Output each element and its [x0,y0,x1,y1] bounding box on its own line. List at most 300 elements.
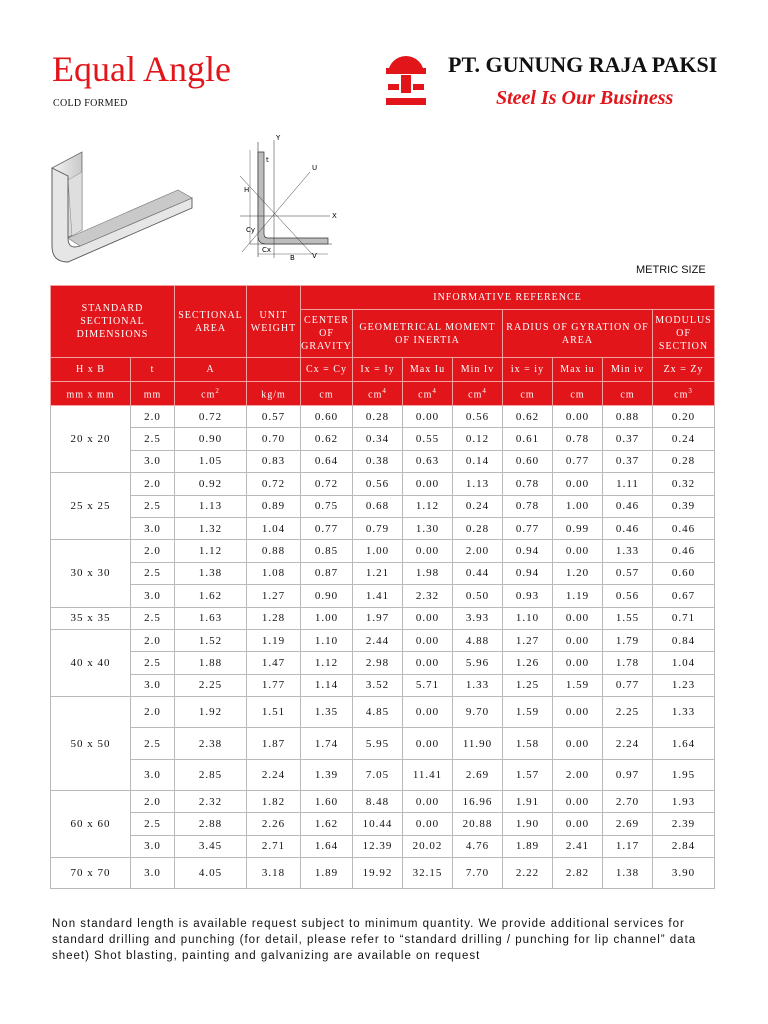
value-cell: 0.85 [301,540,353,562]
value-cell: 0.00 [553,406,603,428]
value-cell: 1.23 [653,674,715,696]
value-cell: 16.96 [453,790,503,812]
diagram-label-x: X [332,212,337,220]
value-cell: 2.32 [175,790,247,812]
table-row [51,759,715,790]
value-cell: 2.00 [453,540,503,562]
value-cell: 0.57 [603,562,653,584]
value-cell: 2.69 [453,759,503,790]
value-cell: 2.98 [353,652,403,674]
table-row [51,473,715,495]
value-cell: 2.5 [131,562,175,584]
value-cell: 2.32 [403,585,453,607]
unit-text: mm [143,389,162,401]
unit-text: cm [674,389,689,401]
value-cell: 2.0 [131,473,175,495]
value-cell: 11.90 [453,728,503,759]
unit-cell [247,382,301,406]
unit-text: cm [520,389,535,401]
value-cell: 0.00 [553,629,603,651]
value-cell: 2.00 [553,759,603,790]
value-cell: 3.0 [131,450,175,472]
value-cell: 1.97 [353,607,403,629]
value-cell: 0.56 [603,585,653,607]
diagram-label-cy: Cy [246,226,256,234]
value-cell: 10.44 [353,813,403,835]
value-cell: 1.77 [247,674,301,696]
value-cell: 2.0 [131,790,175,812]
symbol-cell: Max Iu [403,358,453,382]
unit-text: cm [468,389,483,401]
value-cell: 0.37 [603,428,653,450]
diagram-label-b: B [290,254,295,262]
unit-text: cm [201,389,216,401]
value-cell: 5.71 [403,674,453,696]
value-cell: 0.64 [301,450,353,472]
value-cell: 0.88 [603,406,653,428]
value-cell: 2.0 [131,629,175,651]
value-cell: 0.88 [247,540,301,562]
value-cell: 1.12 [301,652,353,674]
symbol-cell: Cx = Cy [301,358,353,382]
value-cell: 0.50 [453,585,503,607]
value-cell: 20.88 [453,813,503,835]
value-cell: 4.05 [175,858,247,889]
value-cell: 1.35 [301,697,353,728]
value-cell: 0.38 [353,450,403,472]
value-cell: 1.05 [175,450,247,472]
value-cell: 0.77 [553,450,603,472]
value-cell: 2.5 [131,607,175,629]
unit-cell [453,382,503,406]
value-cell: 2.41 [553,835,603,857]
table-row [51,585,715,607]
value-cell: 0.90 [175,428,247,450]
value-cell: 0.75 [301,495,353,517]
value-cell: 0.00 [403,540,453,562]
value-cell: 1.93 [653,790,715,812]
table-row [51,562,715,584]
symbol-cell: ix = iy [503,358,553,382]
value-cell: 12.39 [353,835,403,857]
value-cell: 9.70 [453,697,503,728]
value-cell: 0.93 [503,585,553,607]
value-cell: 0.12 [453,428,503,450]
value-cell: 1.91 [503,790,553,812]
unit-text: cm [319,389,334,401]
header-standard-dimensions: STANDARD SECTIONAL DIMENSIONS [51,286,175,358]
symbol-cell: Min iv [603,358,653,382]
value-cell: 3.0 [131,858,175,889]
value-cell: 0.00 [403,473,453,495]
value-cell: 1.19 [553,585,603,607]
diagram-label-cx: Cx [262,246,272,254]
company-tagline: Steel Is Our Business [496,87,674,109]
value-cell: 2.5 [131,495,175,517]
value-cell: 0.57 [247,406,301,428]
value-cell: 5.96 [453,652,503,674]
value-cell: 0.00 [553,728,603,759]
value-cell: 1.87 [247,728,301,759]
value-cell: 0.44 [453,562,503,584]
unit-cell [301,382,353,406]
value-cell: 0.00 [553,652,603,674]
value-cell: 1.19 [247,629,301,651]
value-cell: 0.37 [603,450,653,472]
value-cell: 0.79 [353,517,403,539]
value-cell: 0.77 [503,517,553,539]
diagram-label-v: V [312,252,317,260]
unit-cell [503,382,553,406]
value-cell: 1.90 [503,813,553,835]
value-cell: 1.60 [301,790,353,812]
unit-cell [553,382,603,406]
value-cell: 0.00 [403,697,453,728]
value-cell: 1.39 [301,759,353,790]
value-cell: 0.77 [301,517,353,539]
value-cell: 2.22 [503,858,553,889]
size-cell: 40 x 40 [51,629,131,696]
header-informative-reference: INFORMATIVE REFERENCE [301,286,715,310]
value-cell: 0.00 [553,607,603,629]
value-cell: 0.97 [603,759,653,790]
value-cell: 1.38 [175,562,247,584]
value-cell: 1.33 [653,697,715,728]
value-cell: 4.76 [453,835,503,857]
value-cell: 19.92 [353,858,403,889]
value-cell: 1.12 [403,495,453,517]
table-row [51,517,715,539]
value-cell: 4.85 [353,697,403,728]
value-cell: 4.88 [453,629,503,651]
value-cell: 2.0 [131,540,175,562]
unit-cell [51,382,131,406]
value-cell: 11.41 [403,759,453,790]
value-cell: 0.00 [403,406,453,428]
value-cell: 0.72 [301,473,353,495]
value-cell: 1.21 [353,562,403,584]
size-cell: 60 x 60 [51,790,131,857]
symbol-cell: A [175,358,247,382]
value-cell: 0.28 [353,406,403,428]
diagram-label-t: t [266,156,269,164]
value-cell: 1.62 [175,585,247,607]
value-cell: 0.72 [175,406,247,428]
header-radius-of-gyration: RADIUS OF GYRATION OF AREA [503,310,653,358]
value-cell: 0.94 [503,562,553,584]
value-cell: 2.85 [175,759,247,790]
value-cell: 2.39 [653,813,715,835]
value-cell: 0.56 [353,473,403,495]
value-cell: 0.00 [553,473,603,495]
value-cell: 0.87 [301,562,353,584]
value-cell: 0.00 [553,697,603,728]
value-cell: 0.46 [603,517,653,539]
value-cell: 1.08 [247,562,301,584]
value-cell: 32.15 [403,858,453,889]
value-cell: 0.00 [403,728,453,759]
value-cell: 0.24 [653,428,715,450]
value-cell: 0.00 [553,790,603,812]
unit-cell [653,382,715,406]
value-cell: 1.12 [175,540,247,562]
value-cell: 0.46 [603,495,653,517]
value-cell: 1.57 [503,759,553,790]
value-cell: 1.47 [247,652,301,674]
value-cell: 3.90 [653,858,715,889]
value-cell: 2.24 [603,728,653,759]
table-row [51,835,715,857]
symbol-cell [247,358,301,382]
value-cell: 1.89 [301,858,353,889]
value-cell: 1.27 [503,629,553,651]
header-moment-of-inertia: GEOMETRICAL MOMENT OF INERTIA [353,310,503,358]
table-row [51,450,715,472]
value-cell: 1.14 [301,674,353,696]
value-cell: 1.00 [553,495,603,517]
value-cell: 2.44 [353,629,403,651]
value-cell: 0.61 [503,428,553,450]
symbol-cell: t [131,358,175,382]
table-row [51,674,715,696]
symbol-cell: H x B [51,358,131,382]
unit-cell [131,382,175,406]
value-cell: 1.52 [175,629,247,651]
value-cell: 3.0 [131,674,175,696]
value-cell: 0.62 [301,428,353,450]
value-cell: 0.60 [653,562,715,584]
header-center-of-gravity: CENTER OF GRAVITY [301,310,353,358]
value-cell: 0.20 [653,406,715,428]
diagram-label-u: U [312,164,318,172]
value-cell: 0.39 [653,495,715,517]
diagram-label-h: H [244,186,250,194]
value-cell: 0.00 [553,813,603,835]
value-cell: 0.60 [503,450,553,472]
value-cell: 0.77 [603,674,653,696]
table-row [51,629,715,651]
diagram-label-y: Y [276,134,281,142]
value-cell: 3.93 [453,607,503,629]
unit-text: mm x mm [66,389,115,401]
value-cell: 1.04 [247,517,301,539]
value-cell: 0.99 [553,517,603,539]
unit-exponent: 2 [215,387,220,396]
value-cell: 1.33 [603,540,653,562]
value-cell: 0.28 [453,517,503,539]
value-cell: 1.58 [503,728,553,759]
unit-text: cm [418,389,433,401]
value-cell: 2.5 [131,813,175,835]
value-cell: 1.17 [603,835,653,857]
value-cell: 1.11 [603,473,653,495]
value-cell: 5.95 [353,728,403,759]
value-cell: 1.04 [653,652,715,674]
unit-text: cm [368,389,383,401]
value-cell: 0.89 [247,495,301,517]
value-cell: 1.26 [503,652,553,674]
value-cell: 1.00 [301,607,353,629]
table-row [51,652,715,674]
value-cell: 0.94 [503,540,553,562]
value-cell: 20.02 [403,835,453,857]
value-cell: 0.68 [353,495,403,517]
symbol-cell: Min Iv [453,358,503,382]
size-cell: 25 x 25 [51,473,131,540]
size-cell: 35 x 35 [51,607,131,629]
value-cell: 1.25 [503,674,553,696]
table-row [51,697,715,728]
value-cell: 0.00 [403,607,453,629]
value-cell: 0.71 [653,607,715,629]
value-cell: 1.79 [603,629,653,651]
value-cell: 2.0 [131,697,175,728]
header-sectional-area: SECTIONAL AREA [175,286,247,358]
value-cell: 2.88 [175,813,247,835]
value-cell: 1.64 [653,728,715,759]
table-row [51,406,715,428]
size-cell: 70 x 70 [51,858,131,889]
value-cell: 2.5 [131,728,175,759]
value-cell: 1.78 [603,652,653,674]
header-modulus-of-section: MODULUS OF SECTION [653,310,715,358]
value-cell: 0.62 [503,406,553,428]
value-cell: 3.0 [131,517,175,539]
value-cell: 1.13 [175,495,247,517]
company-name: PT. GUNUNG RAJA PAKSI [448,52,718,77]
value-cell: 2.25 [603,697,653,728]
unit-exponent: 4 [432,387,437,396]
value-cell: 0.34 [353,428,403,450]
unit-text: cm [570,389,585,401]
value-cell: 1.63 [175,607,247,629]
value-cell: 0.14 [453,450,503,472]
unit-cell [603,382,653,406]
value-cell: 7.70 [453,858,503,889]
value-cell: 0.70 [247,428,301,450]
value-cell: 1.38 [603,858,653,889]
value-cell: 1.28 [247,607,301,629]
value-cell: 1.62 [301,813,353,835]
table-row [51,813,715,835]
size-cell: 30 x 30 [51,540,131,607]
value-cell: 1.59 [553,674,603,696]
value-cell: 0.24 [453,495,503,517]
value-cell: 8.48 [353,790,403,812]
value-cell: 2.24 [247,759,301,790]
angle-section-diagram [220,132,340,262]
unit-text: cm [620,389,635,401]
value-cell: 0.00 [403,629,453,651]
value-cell: 1.10 [503,607,553,629]
page-subtitle: COLD FORMED [53,98,128,109]
value-cell: 0.28 [653,450,715,472]
table-row [51,790,715,812]
value-cell: 1.41 [353,585,403,607]
value-cell: 0.92 [175,473,247,495]
value-cell: 1.89 [503,835,553,857]
value-cell: 0.00 [403,652,453,674]
value-cell: 0.00 [553,540,603,562]
value-cell: 2.84 [653,835,715,857]
unit-exponent: 4 [382,387,387,396]
value-cell: 3.0 [131,759,175,790]
value-cell: 2.5 [131,652,175,674]
unit-cell [175,382,247,406]
value-cell: 0.46 [653,540,715,562]
value-cell: 1.74 [301,728,353,759]
size-cell: 20 x 20 [51,406,131,473]
symbol-cell: Max iu [553,358,603,382]
table-row [51,858,715,889]
symbol-cell: Zx = Zy [653,358,715,382]
value-cell: 2.0 [131,406,175,428]
unit-text: kg/m [261,389,286,401]
symbol-cell: Ix = Iy [353,358,403,382]
value-cell: 1.27 [247,585,301,607]
value-cell: 1.30 [403,517,453,539]
value-cell: 1.20 [553,562,603,584]
value-cell: 3.0 [131,585,175,607]
value-cell: 2.25 [175,674,247,696]
value-cell: 1.64 [301,835,353,857]
unit-cell [353,382,403,406]
value-cell: 0.83 [247,450,301,472]
value-cell: 0.46 [653,517,715,539]
value-cell: 0.90 [301,585,353,607]
value-cell: 0.78 [553,428,603,450]
value-cell: 2.82 [553,858,603,889]
value-cell: 2.38 [175,728,247,759]
value-cell: 0.56 [453,406,503,428]
value-cell: 0.55 [403,428,453,450]
header-unit-weight: UNIT WEIGHT [247,286,301,358]
value-cell: 1.82 [247,790,301,812]
value-cell: 0.67 [653,585,715,607]
metric-size-label: METRIC SIZE [636,264,706,276]
value-cell: 0.00 [403,790,453,812]
table-row [51,540,715,562]
value-cell: 3.52 [353,674,403,696]
value-cell: 0.78 [503,473,553,495]
value-cell: 2.70 [603,790,653,812]
value-cell: 0.32 [653,473,715,495]
value-cell: 3.45 [175,835,247,857]
value-cell: 1.13 [453,473,503,495]
value-cell: 1.32 [175,517,247,539]
value-cell: 1.98 [403,562,453,584]
value-cell: 2.26 [247,813,301,835]
unit-cell [403,382,453,406]
table-row [51,607,715,629]
table-row [51,495,715,517]
unit-exponent: 4 [482,387,487,396]
value-cell: 0.72 [247,473,301,495]
value-cell: 0.00 [403,813,453,835]
page-title: Equal Angle [52,49,231,89]
value-cell: 2.5 [131,428,175,450]
value-cell: 1.59 [503,697,553,728]
equal-angle-table [50,285,715,889]
value-cell: 1.10 [301,629,353,651]
value-cell: 1.55 [603,607,653,629]
value-cell: 1.95 [653,759,715,790]
value-cell: 7.05 [353,759,403,790]
value-cell: 3.0 [131,835,175,857]
value-cell: 0.78 [503,495,553,517]
angle-3d-illustration [46,150,196,266]
value-cell: 1.51 [247,697,301,728]
